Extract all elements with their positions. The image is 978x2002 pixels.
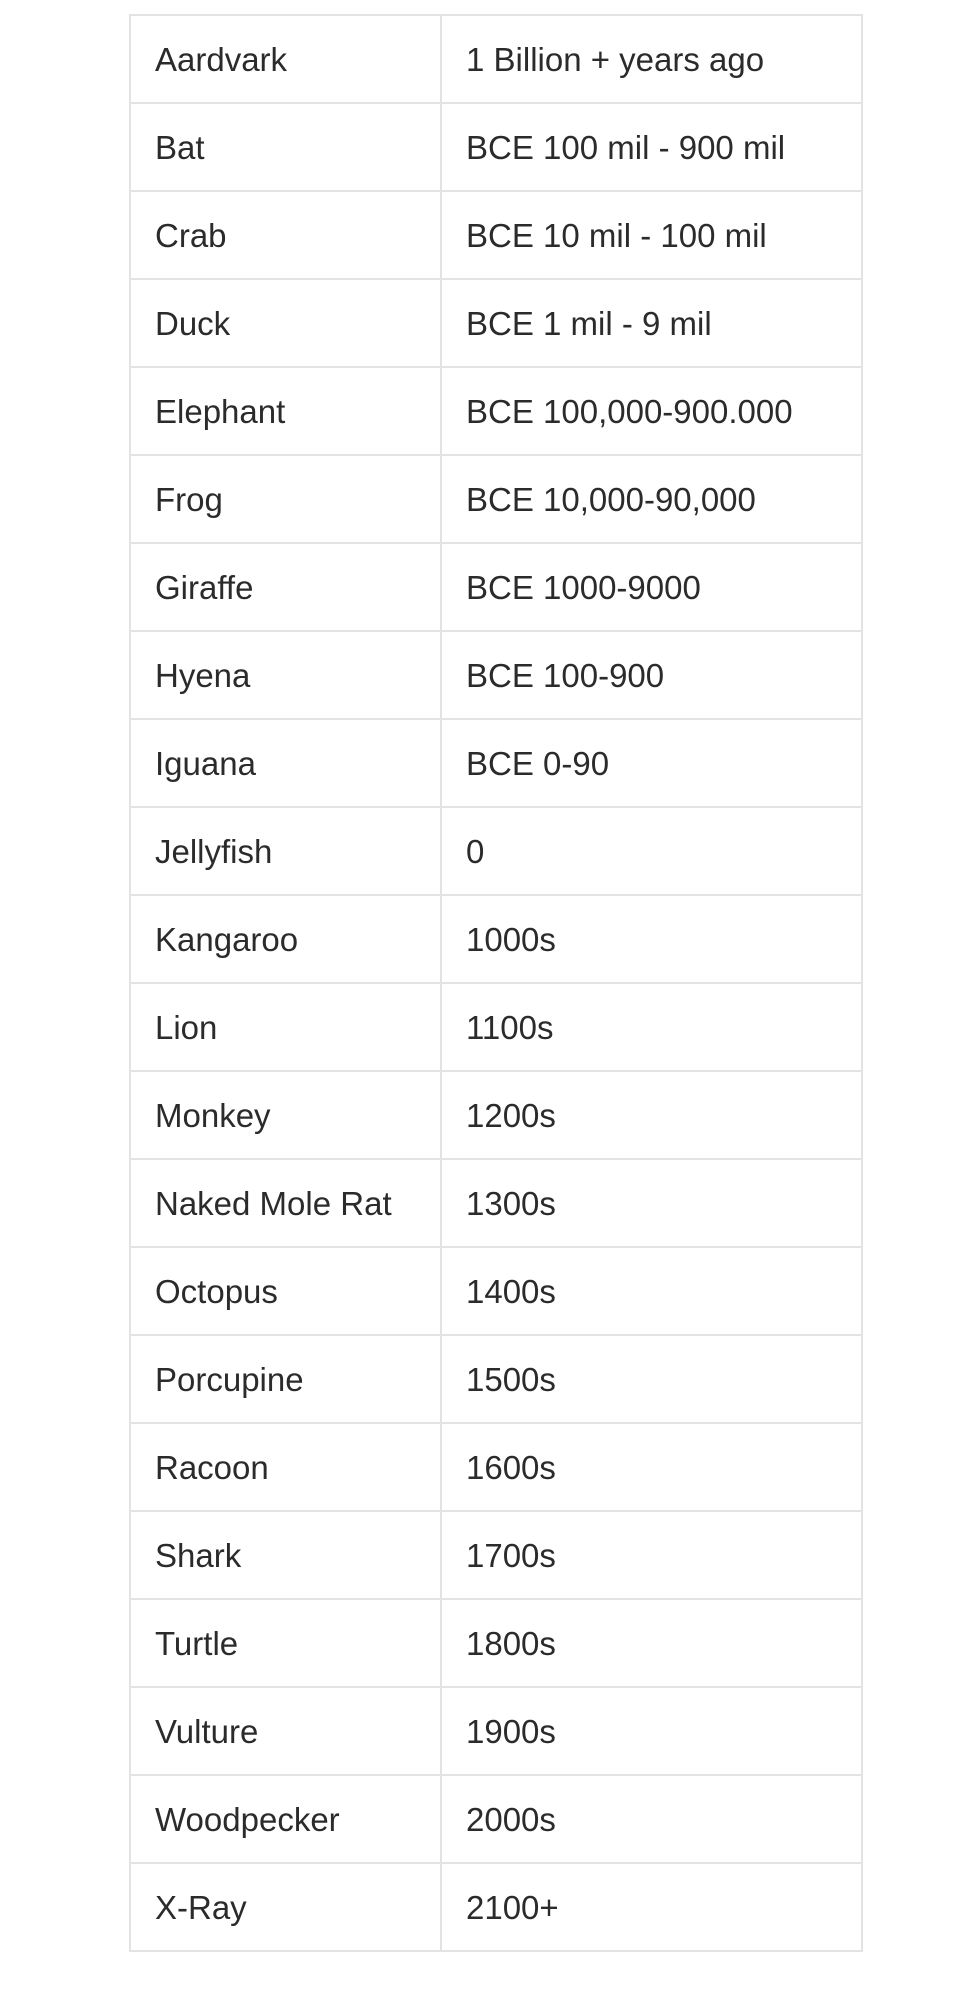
era-cell: 2100+ — [441, 1863, 862, 1951]
table-row — [130, 1423, 862, 1511]
animal-era-table — [129, 14, 863, 1952]
animal-cell: Vulture — [130, 1687, 441, 1775]
era-cell: 1400s — [441, 1247, 862, 1335]
era-cell: 1800s — [441, 1599, 862, 1687]
era-cell: 1600s — [441, 1423, 862, 1511]
era-cell: 1200s — [441, 1071, 862, 1159]
era-cell: BCE 100 mil - 900 mil — [441, 103, 862, 191]
table-row — [130, 1159, 862, 1247]
animal-cell: Porcupine — [130, 1335, 441, 1423]
animal-cell: X-Ray — [130, 1863, 441, 1951]
era-cell: BCE 1000-9000 — [441, 543, 862, 631]
era-cell: 1500s — [441, 1335, 862, 1423]
animal-cell: Elephant — [130, 367, 441, 455]
era-cell: 1000s — [441, 895, 862, 983]
animal-cell: Aardvark — [130, 15, 441, 103]
animal-cell: Giraffe — [130, 543, 441, 631]
table-row — [130, 983, 862, 1071]
table-row — [130, 455, 862, 543]
era-cell: BCE 10,000-90,000 — [441, 455, 862, 543]
table-row — [130, 543, 862, 631]
table-row — [130, 1687, 862, 1775]
era-cell: BCE 10 mil - 100 mil — [441, 191, 862, 279]
animal-cell: Bat — [130, 103, 441, 191]
animal-cell: Crab — [130, 191, 441, 279]
table-row — [130, 1247, 862, 1335]
animal-cell: Woodpecker — [130, 1775, 441, 1863]
animal-cell: Kangaroo — [130, 895, 441, 983]
table-row — [130, 1511, 862, 1599]
table-row — [130, 631, 862, 719]
animal-cell: Jellyfish — [130, 807, 441, 895]
era-cell: 1900s — [441, 1687, 862, 1775]
table-row — [130, 1775, 862, 1863]
animal-cell: Turtle — [130, 1599, 441, 1687]
animal-cell: Iguana — [130, 719, 441, 807]
era-cell: BCE 0-90 — [441, 719, 862, 807]
table-row — [130, 367, 862, 455]
table-row — [130, 279, 862, 367]
table-row — [130, 191, 862, 279]
era-cell: BCE 100-900 — [441, 631, 862, 719]
animal-cell: Racoon — [130, 1423, 441, 1511]
animal-cell: Hyena — [130, 631, 441, 719]
animal-cell: Duck — [130, 279, 441, 367]
table-row — [130, 1071, 862, 1159]
era-cell: 1 Billion + years ago — [441, 15, 862, 103]
table-row — [130, 807, 862, 895]
animal-cell: Octopus — [130, 1247, 441, 1335]
era-cell: 1300s — [441, 1159, 862, 1247]
era-cell: 1100s — [441, 983, 862, 1071]
animal-cell: Shark — [130, 1511, 441, 1599]
table-row — [130, 1335, 862, 1423]
table-row — [130, 103, 862, 191]
era-cell: 0 — [441, 807, 862, 895]
table-row — [130, 1863, 862, 1951]
table-row — [130, 719, 862, 807]
table-body — [130, 15, 862, 1951]
table-row — [130, 15, 862, 103]
table-row — [130, 1599, 862, 1687]
animal-cell: Monkey — [130, 1071, 441, 1159]
era-cell: BCE 1 mil - 9 mil — [441, 279, 862, 367]
animal-cell: Lion — [130, 983, 441, 1071]
table-row — [130, 895, 862, 983]
animal-cell: Naked Mole Rat — [130, 1159, 441, 1247]
era-cell: 1700s — [441, 1511, 862, 1599]
era-cell: BCE 100,000-900.000 — [441, 367, 862, 455]
era-cell: 2000s — [441, 1775, 862, 1863]
animal-cell: Frog — [130, 455, 441, 543]
